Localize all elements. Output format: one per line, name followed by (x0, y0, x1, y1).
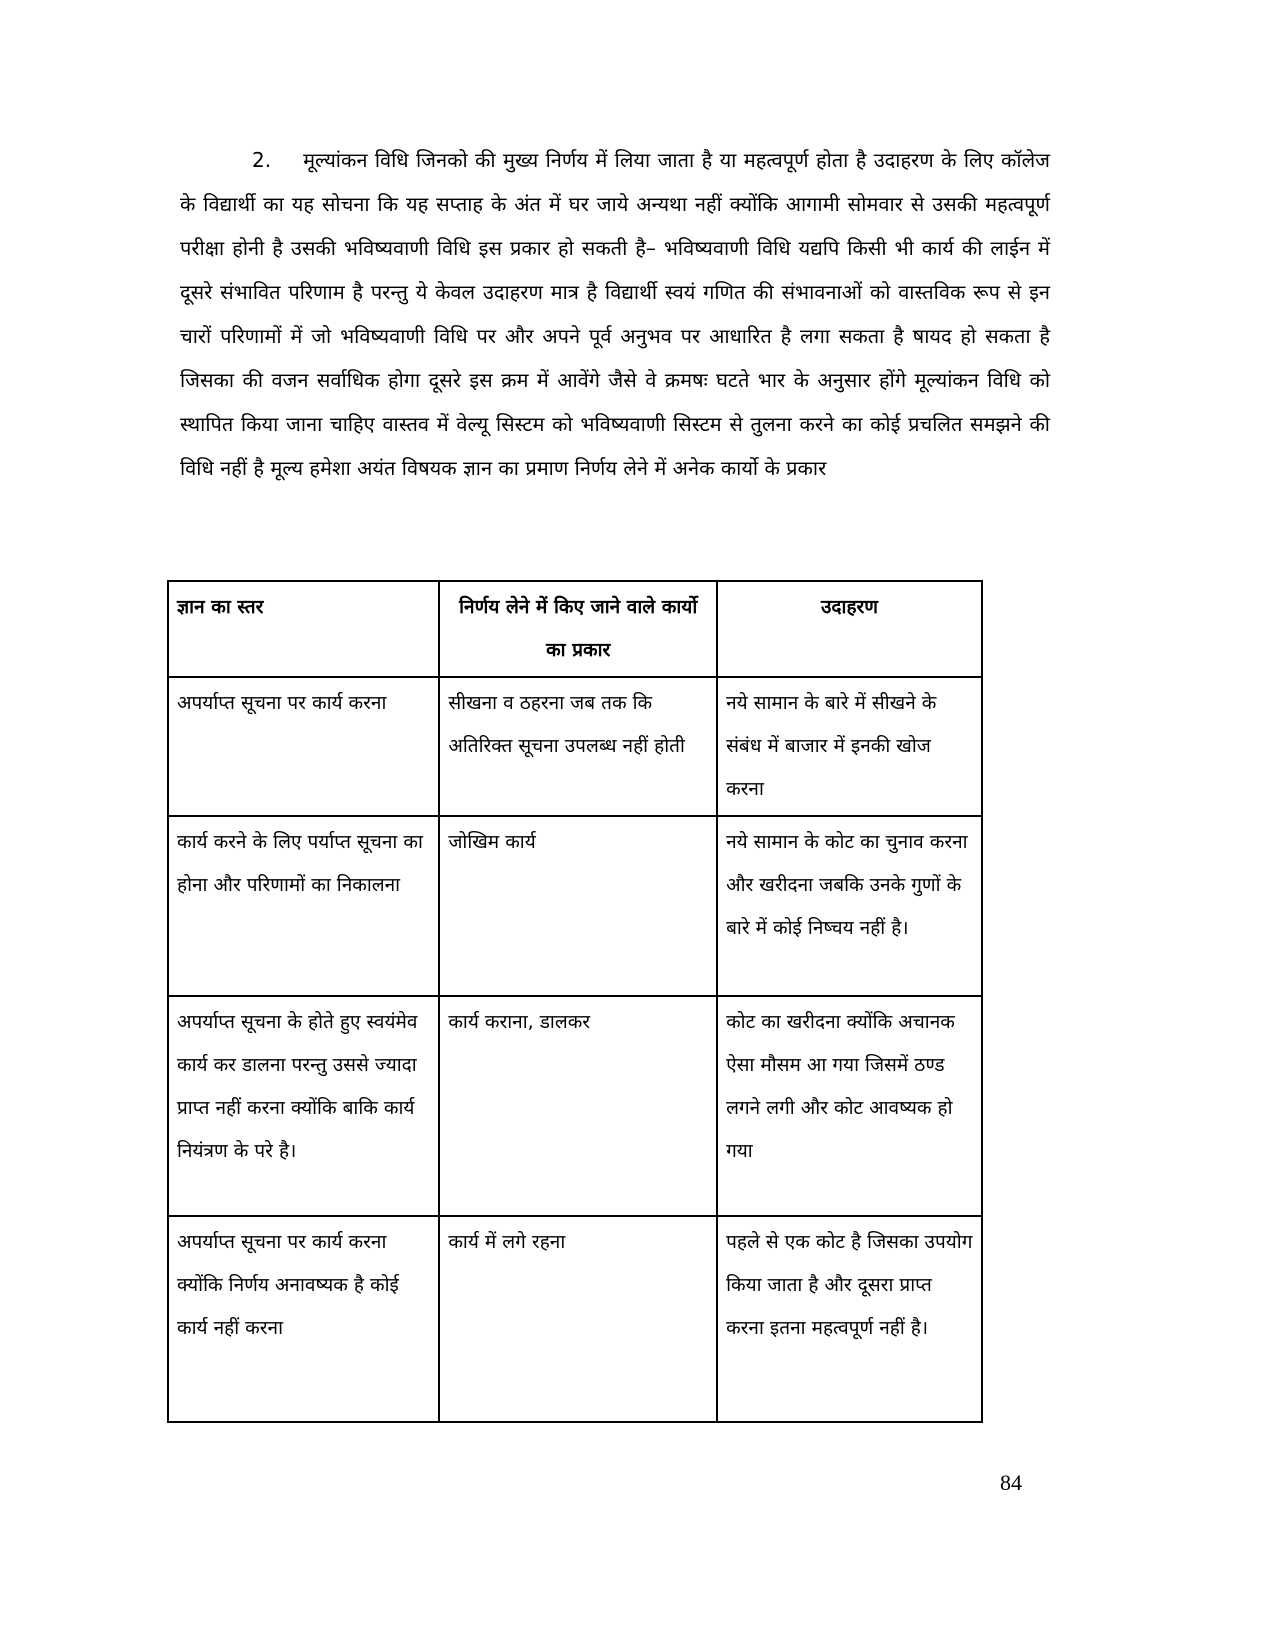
cell-example: नये सामान के कोट का चुनाव करना और खरीदना जबकि उनके गुणों के बारे में कोई निष्चय नहीं है। (717, 816, 982, 996)
body-paragraph (180, 138, 1050, 490)
table-row (168, 677, 982, 816)
header-example: उदाहरण (717, 581, 982, 677)
knowledge-level-table (167, 580, 983, 1423)
cell-level: कार्य करने के लिए पर्याप्त सूचना का होना और परिणामों का निकालना (168, 816, 439, 996)
header-knowledge-level: ज्ञान का स्तर (168, 581, 439, 677)
header-action-type: निर्णय लेने में किए जाने वाले कार्यो का प्रकार (439, 581, 717, 677)
cell-action: कार्य में लगे रहना (439, 1216, 717, 1422)
cell-level: अपर्याप्त सूचना के होते हुए स्वयंमेव कार्य कर डालना परन्तु उससे ज्यादा प्राप्त नहीं करना क्योंकि बाकि कार्य नियंत्रण के परे है। (168, 996, 439, 1216)
cell-example: पहले से एक कोट है जिसका उपयोग किया जाता है और दूसरा प्राप्त करना इतना महत्वपूर्ण नहीं है। (717, 1216, 982, 1422)
table-row (168, 816, 982, 996)
cell-level: अपर्याप्त सूचना पर कार्य करना क्योंकि निर्णय अनावष्यक है कोई कार्य नहीं करना (168, 1216, 439, 1422)
table-row (168, 996, 982, 1216)
cell-level: अपर्याप्त सूचना पर कार्य करना (168, 677, 439, 816)
cell-action: जोखिम कार्य (439, 816, 717, 996)
paragraph-number: 2. (252, 148, 272, 172)
cell-example: कोट का खरीदना क्योंकि अचानक ऐसा मौसम आ गया जिसमें ठण्ड लगने लगी और कोट आवष्यक हो गया (717, 996, 982, 1216)
cell-example: नये सामान के बारे में सीखने के संबंध में बाजार में इनकी खोज करना (717, 677, 982, 816)
table-row (168, 1216, 982, 1422)
paragraph-text: मूल्यांकन विधि जिनको की मुख्य निर्णय में लिया जाता है या महत्वपूर्ण होता है उदाहरण के लिए कॉलेज के विद्यार्थी का यह सोचना कि यह सप्ताह के अंत में घर जाये अन्यथा नहीं क्योंकि आगामी सोमवार से उसकी महत्वपूर्ण परीक्षा होनी है उसकी भविष्यवाणी विधि इस प्रकार हो सकती है– भविष्यवाणी विधि यद्यपि किसी भी कार्य की लाईन में दूसरे संभावित परिणाम है परन्तु ये केवल उदाहरण मात्र है विद्यार्थी स्वयं गणित की संभावनाओं को वास्तविक रूप से इन चारों परिणामों में जो भविष्यवाणी विधि पर और अपने पूर्व अनुभव पर आधारित है लगा सकता है षायद हो सकता है जिसका की वजन सर्वाधिक होगा दूसरे इस क्रम में आवेंगे जैसे वे क्रमषः घटते भार के अनुसार होंगे मूल्यांकन विधि को स्थापित किया जाना चाहिए वास्तव में वेल्यू सिस्टम को भविष्यवाणी सिस्टम से तुलना करने का कोई प्रचलित समझने की विधि नहीं है मूल्य हमेशा अयंत विषयक ज्ञान का प्रमाण निर्णय लेने में अनेक कार्यो के प्रकार (180, 148, 1050, 480)
cell-action: सीखना व ठहरना जब तक कि अतिरिक्त सूचना उपलब्ध नहीं होती (439, 677, 717, 816)
table-header-row (168, 581, 982, 677)
page-number: 84 (1000, 1470, 1022, 1495)
cell-action: कार्य कराना, डालकर (439, 996, 717, 1216)
